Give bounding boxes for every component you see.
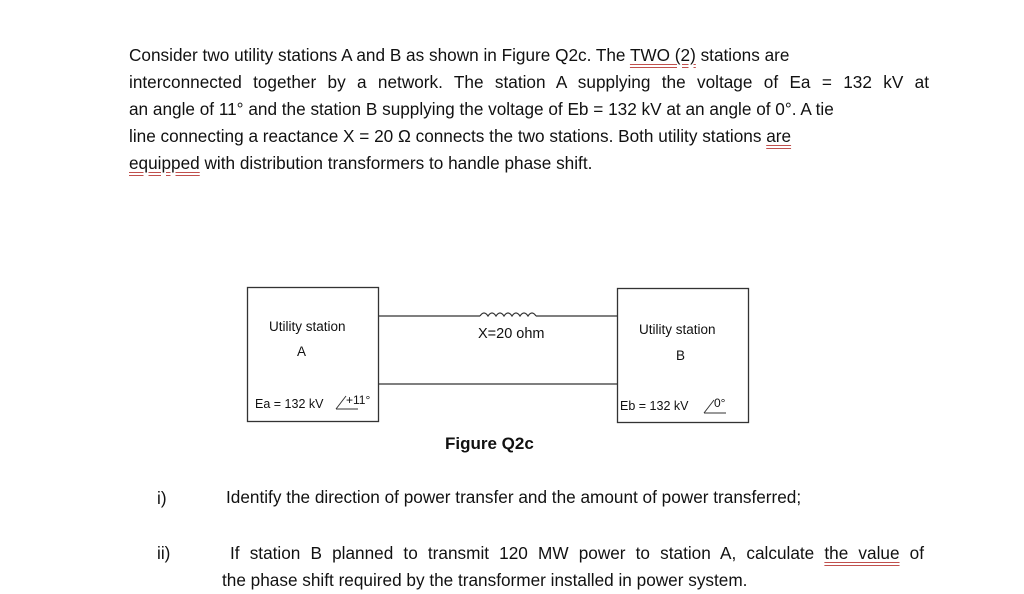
reactance-label: X=20 ohm [478,326,545,342]
question-i-text: Identify the direction of power transfer and the amount of power transferred; [226,487,802,507]
station-b-voltage: Eb = 132 kV [620,399,689,413]
statement-line-1: Consider two utility stations A and B as shown in Figure Q2c. The TWO (2) stations are [129,45,790,65]
station-b-angle: 0° [714,396,726,410]
station-a-angle: +11° [346,393,371,407]
statement-line-4: line connecting a reactance X = 20 Ω connects the two stations. Both utility stations are [129,126,792,146]
figure-caption: Figure Q2c [445,434,534,453]
statement-line-3: an angle of 11° and the station B supplying the voltage of Eb = 132 kV at an angle of 0°. A tie [129,99,834,119]
inductor-coil [480,313,536,316]
angle-a-diag [336,396,346,409]
question-i-number: i) [157,488,167,508]
station-a-letter: A [297,344,307,359]
statement-line-2: interconnected together by a network. The station A supplying the voltage of Ea = 132 kV at [129,72,929,92]
station-b-letter: B [676,348,686,363]
statement-line-5: equipped with distribution transformers to handle phase shift. [129,153,593,173]
question-ii-number: ii) [157,543,171,563]
station-b-name: Utility station [639,322,716,337]
angle-b-diag [704,400,714,413]
station-a-voltage: Ea = 132 kV [255,397,324,411]
underlined-two: TWO (2) [629,45,696,65]
question-ii-text: If station B planned to transmit 120 MW power to station A, calculate the value of the phase shift required by the transformer installed in power system. [222,543,924,590]
station-a-name: Utility station [269,319,346,334]
